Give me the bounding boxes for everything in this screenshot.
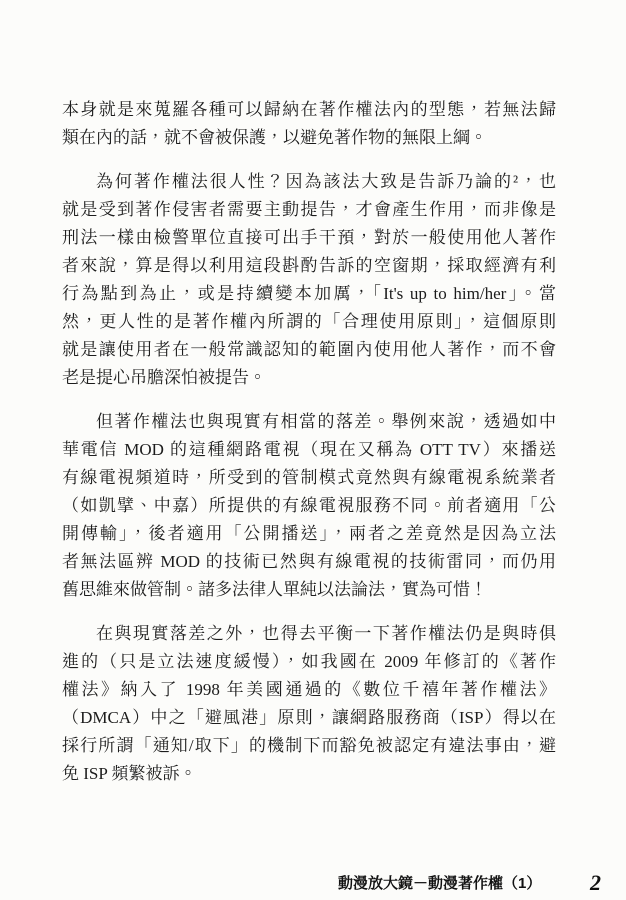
text-line: 為何著作權法很人性？因為該法大致是告訴乃論的²，也 [96,172,556,191]
text-line: 採行所謂「通知/取下」的機制下而豁免被認定有違法事由，避 [62,736,556,755]
text-line: 權法》納入了 1998 年美國通過的《數位千禧年著作權法》 [62,680,556,699]
text-line: 者來說，算是得以利用這段斟酌告訴的空窗期，採取經濟有利 [62,256,556,275]
text-line: 類在內的話，就不會被保護，以避免著作物的無限上綱。 [62,128,487,147]
text-line: 舊思維來做管制。諸多法律人單純以法論法，實為可惜！ [62,580,487,599]
text-line: 免 ISP 頻繁被訴。 [62,764,197,783]
text-line: 有線電視頻道時，所受到的管制模式竟然與有線電視系統業者 [62,468,556,487]
text-line: （DMCA）中之「避風港」原則，讓網路服務商（ISP）得以在 [62,708,556,727]
text-line: 就是受到著作侵害者需要主動提告，才會產生作用，而非像是 [62,200,556,219]
text-line: 刑法一樣由檢警單位直接可出手干預，對於一般使用他人著作 [62,228,556,247]
text-line: 但著作權法也與現實有相當的落差。舉例來說，透過如中 [96,412,556,431]
text-line: 在與現實落差之外，也得去平衡一下著作權法仍是與時俱 [96,624,556,643]
text-line: 本身就是來蒐羅各種可以歸納在著作權法內的型態，若無法歸 [62,100,556,119]
text-line: 老是提心吊膽深怕被提告。 [62,368,266,387]
text-line: 華電信 MOD 的這種網路電視（現在又稱為 OTT TV）來播送 [62,440,556,459]
paragraph [62,408,556,604]
body-text [62,96,556,788]
text-line: 開傳輸」，後者適用「公開播送」，兩者之差竟然是因為立法 [62,524,556,543]
text-line: 行為點到為止，或是持續變本加厲，「It's up to him/her」。當 [62,284,556,303]
text-line: 就是讓使用者在一般常識認知的範圍內使用他人著作，而不會 [62,340,556,359]
text-line: 然，更人性的是著作權內所謂的「合理使用原則」，這個原則 [62,312,556,331]
paragraph [62,96,556,152]
text-line: 進的（只是立法速度緩慢），如我國在 2009 年修訂的《著作 [62,652,556,671]
paragraph [62,620,556,788]
page-number: 2 [590,870,601,895]
paragraph [62,168,556,392]
text-line: 者無法區辨 MOD 的技術已然與有線電視的技術雷同，而仍用 [62,552,556,571]
running-footer-title: 動漫放大鏡－動漫著作權（1） [338,875,542,892]
text-line: （如凱擘、中嘉）所提供的有線電視服務不同。前者適用「公 [62,496,556,515]
